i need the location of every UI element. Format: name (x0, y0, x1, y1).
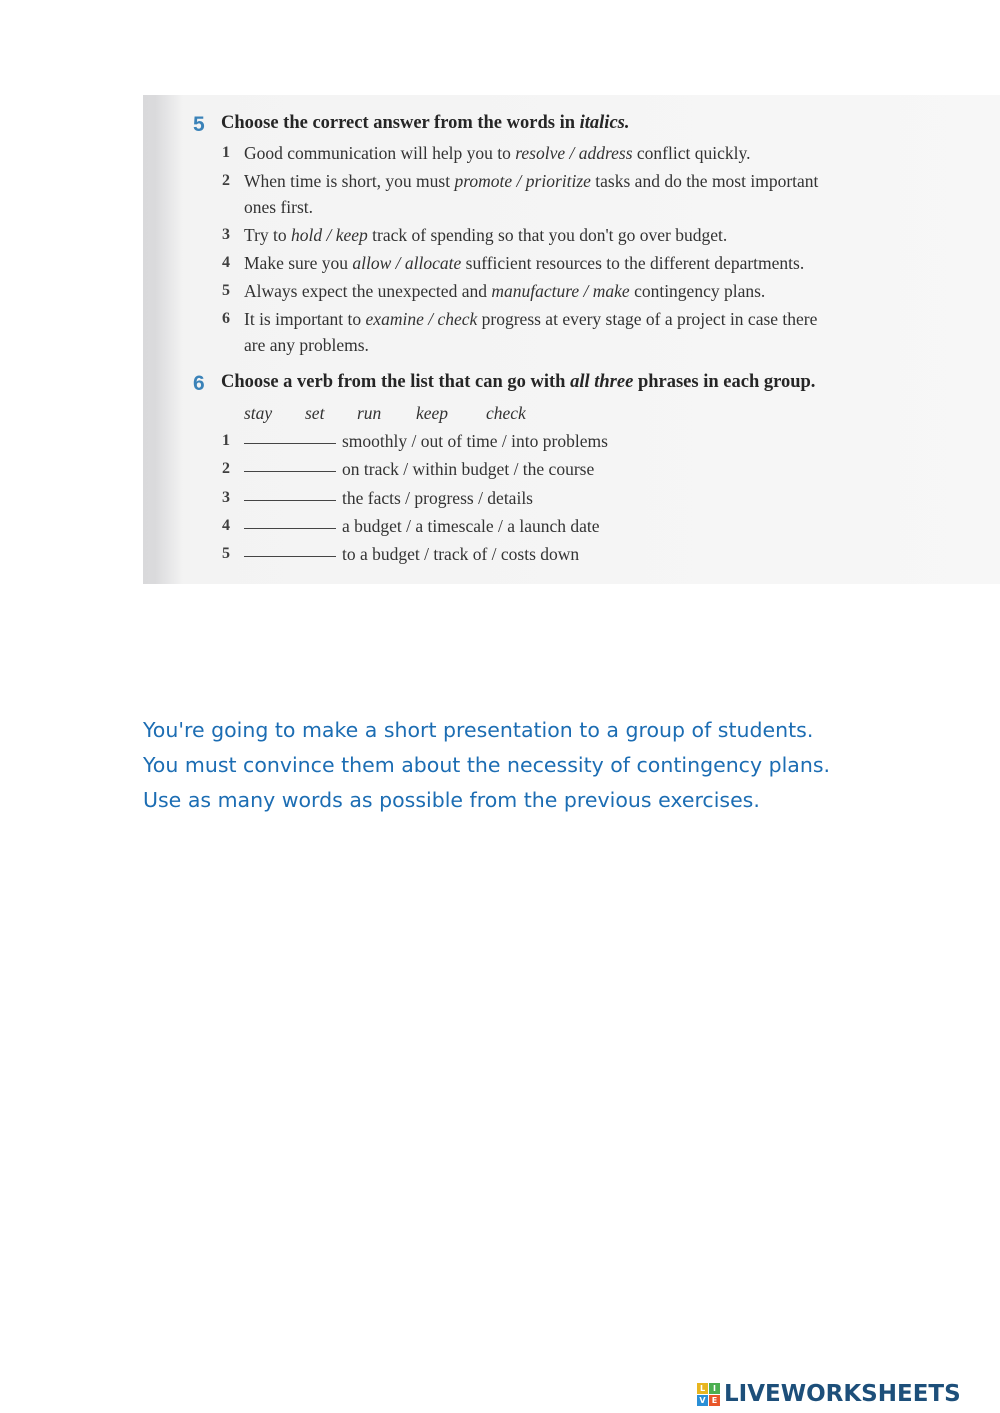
answer-blank[interactable] (244, 528, 336, 529)
sentence-text: When time is short, you must (244, 171, 455, 191)
exercise-5-item-line (244, 250, 804, 276)
exercise-5-item-line (244, 306, 817, 332)
sentence-text: contingency plans. (629, 281, 766, 301)
word-option: run (357, 403, 382, 423)
item-number: 5 (222, 282, 230, 299)
exercise-6-instruction: Choose a verb from the list that can go with all three phrases in each group. (221, 372, 816, 392)
item-number: 1 (222, 432, 230, 449)
task-line: Use as many words as possible from the previous exercises. (143, 788, 760, 812)
phrase-group: smoothly / out of time / into problems (342, 431, 608, 451)
sentence-text: tasks and do the most important (590, 171, 819, 191)
liveworksheets-logo[interactable] (697, 1379, 961, 1409)
sentence-text: Make sure you (244, 253, 353, 273)
exercise-5-item-line (244, 222, 727, 248)
logo-tile: V (697, 1395, 708, 1406)
sentence-text: progress at every stage of a project in case there (477, 309, 818, 329)
sentence-text: It is important to (244, 309, 366, 329)
sentence-text: Try to (244, 225, 292, 245)
item-number: 2 (222, 172, 230, 189)
exercise-5-item-line (244, 332, 369, 358)
phrase-group: to a budget / track of / costs down (342, 544, 580, 565)
item-number: 2 (222, 460, 230, 478)
exercise-5-number: 5 (193, 113, 205, 136)
sentence-text: ones first. (244, 197, 314, 217)
exercise-6-item (244, 428, 608, 454)
sentence-text: sufficient resources to the different departments. (461, 253, 805, 273)
exercise-5-item-line (244, 140, 750, 166)
item-number: 6 (222, 310, 230, 327)
sentence-text: Good communication will help you to (244, 143, 516, 163)
answer-options: examine / check (365, 309, 478, 329)
logo-tile: E (709, 1395, 720, 1406)
phrase-group: the facts / progress / details (342, 487, 533, 508)
exercise-6-item (244, 485, 533, 511)
exercise-6-number: 6 (193, 372, 205, 395)
word-option: check (486, 403, 526, 423)
sentence-text: track of spending so that you don't go over budget. (367, 225, 728, 245)
phrase-group: a budget / a timescale / a launch date (342, 515, 600, 536)
exercise-5-instruction: Choose the correct answer from the words in italics. (221, 113, 630, 133)
sentence-text: are any problems. (244, 335, 369, 355)
answer-options: promote / prioritize (454, 171, 591, 191)
exercise-5-item-line (244, 278, 765, 304)
exercise-6-item (244, 513, 600, 539)
answer-options: manufacture / make (491, 281, 630, 301)
answer-blank[interactable] (244, 556, 336, 557)
item-number: 3 (222, 226, 230, 243)
item-number: 5 (222, 545, 230, 563)
brand-name: LIVEWORKSHEETS (724, 1381, 961, 1407)
item-number: 4 (222, 516, 230, 534)
phrase-group: on track / within budget / the course (342, 459, 595, 480)
logo-tile: L (697, 1383, 708, 1394)
item-number: 4 (222, 254, 230, 271)
answer-options: hold / keep (291, 225, 368, 245)
task-instructions (143, 713, 973, 818)
answer-blank[interactable] (244, 443, 336, 444)
answer-options: resolve / address (515, 143, 633, 163)
sentence-text: Always expect the unexpected and (244, 281, 492, 301)
task-line: You're going to make a short presentation to a group of students. (143, 718, 814, 742)
exercise-6-item (244, 541, 579, 567)
word-option: stay (244, 403, 273, 423)
item-number: 1 (222, 144, 230, 161)
item-number: 3 (222, 488, 230, 506)
task-line: You must convince them about the necessity of contingency plans. (143, 753, 831, 777)
word-option: keep (416, 403, 449, 423)
answer-blank[interactable] (244, 500, 336, 501)
answer-options: allow / allocate (352, 253, 462, 273)
exercise-5-item-line (244, 168, 818, 194)
exercise-6-item (244, 456, 594, 482)
liveworksheets-icon (697, 1383, 720, 1406)
textbook-scan (143, 95, 1000, 584)
logo-tile: I (709, 1383, 720, 1394)
word-option: set (305, 403, 325, 423)
answer-blank[interactable] (244, 471, 336, 472)
sentence-text: conflict quickly. (632, 143, 751, 163)
exercise-5-item-line (244, 194, 313, 220)
